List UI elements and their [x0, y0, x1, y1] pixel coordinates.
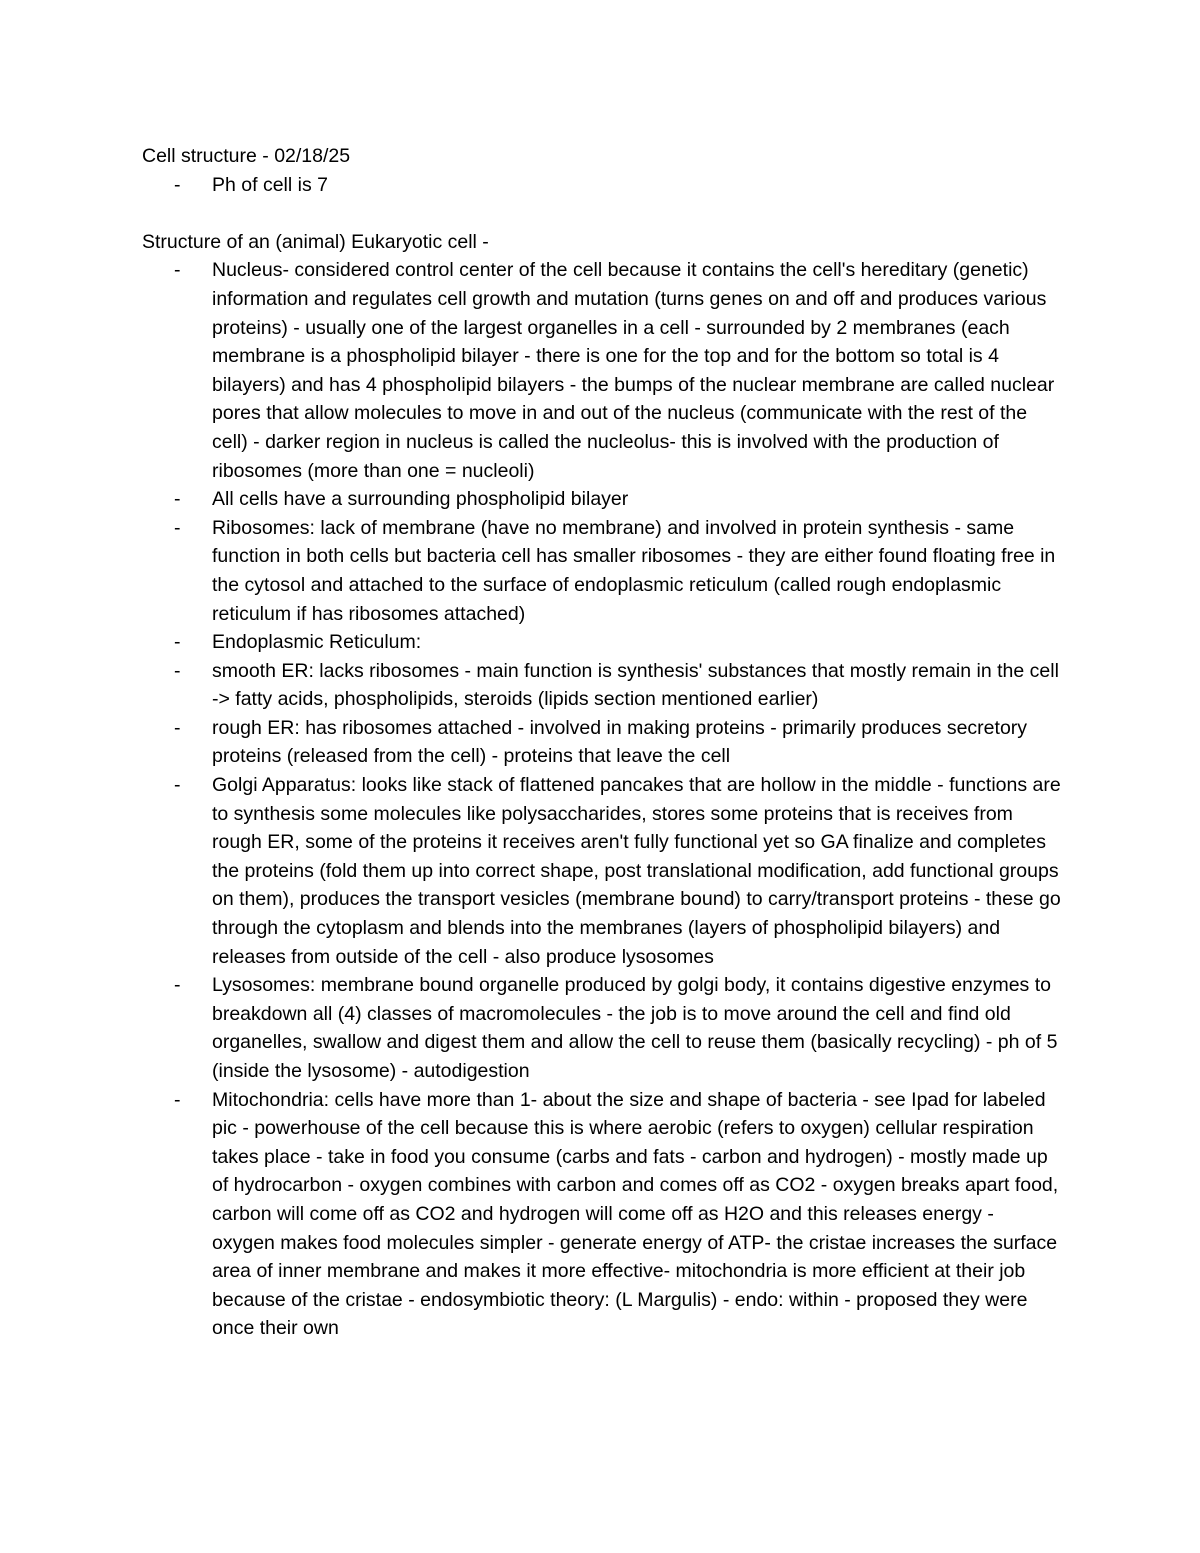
section-heading-eukaryotic-cell: Structure of an (animal) Eukaryotic cell -	[142, 230, 489, 253]
bullet-dash: -	[174, 774, 181, 797]
bullet-dash: -	[174, 631, 181, 654]
organelle-list	[142, 256, 1082, 1343]
list-item-golgi-apparatus	[142, 771, 1082, 971]
list-item-ribosomes	[142, 514, 1082, 628]
bullet-dash: -	[174, 173, 181, 196]
blank-line	[142, 199, 1082, 228]
section-heading-cell-structure: Cell structure - 02/18/25	[142, 145, 351, 167]
list-item-text: rough ER: has ribosomes attached - involved in making proteins - primarily produces secretory proteins (released from the cell) - proteins that leave the cell	[212, 716, 1028, 768]
bullet-dash: -	[174, 259, 181, 282]
list-item	[142, 171, 1082, 200]
bullet-dash: -	[174, 516, 181, 539]
list-item-nucleus	[142, 256, 1082, 485]
list-item-endoplasmic-reticulum	[142, 628, 1082, 657]
intro-list	[142, 171, 1082, 200]
bullet-dash: -	[174, 659, 181, 682]
list-item-text: Ph of cell is 7	[212, 173, 328, 196]
list-item-text: Ribosomes: lack of membrane (have no membrane) and involved in protein synthesis - same function in both cells but bacteria cell has smaller ribosomes - they are either found floating free in the cytosol and attached to the surface of endoplasmic reticulum (called rough endoplasmic reticulum if has ribosomes attached)	[212, 516, 1056, 625]
list-item-text: Lysosomes: membrane bound organelle produced by golgi body, it contains digestive enzymes to breakdown all (4) classes of macromolecules - the job is to move around the cell and find old organelles, swallow and digest them and allow the cell to reuse them (basically recycling) - ph of 5 (inside the lysosome) - autodigestion	[212, 974, 1058, 1082]
list-item-text: Endoplasmic Reticulum:	[212, 631, 422, 654]
list-item-mitochondria	[142, 1086, 1082, 1343]
list-item-text: Mitochondria: cells have more than 1- about the size and shape of bacteria - see Ipad for labeled pic - powerhouse of the cell because this is where aerobic (refers to oxygen) cellular respiration takes place - take in food you consume (carbs and fats - carbon and hydrogen) - mostly made up of hydrocarbon - oxygen combines with carbon and comes off as CO2 - oxygen breaks apart food, carbon will come off as CO2 and hydrogen will come off as H2O and this releases energy - oxygen makes food molecules simpler - generate energy of ATP- the cristae increases the surface area of inner membrane and makes it more effective- mitochondria is more efficient at their job because of the cristae - endosymbiotic theory: (L Margulis) - endo: within - proposed they were once their own	[212, 1088, 1059, 1340]
bullet-dash: -	[174, 716, 181, 739]
list-item-text: smooth ER: lacks ribosomes - main function is synthesis' substances that mostly remain in the cell -> fatty acids, phospholipids, steroids (lipids section mentioned earlier)	[212, 659, 1059, 711]
list-item-smooth-er	[142, 657, 1082, 714]
list-item-text: Nucleus- considered control center of the cell because it contains the cell's hereditary (genetic) information and regulates cell growth and mutation (turns genes on and off and produces various proteins) - usually one of the largest organelles in a cell - surrounded by 2 membranes (each membrane is a phospholipid bilayer - there is one for the top and for the bottom so total is 4 bilayers) and has 4 phospholipid bilayers - the bumps of the nuclear membrane are called nuclear pores that allow molecules to move in and out of the nucleus (communicate with the rest of the cell) - darker region in nucleus is called the nucleolus- this is involved with the production of ribosomes (more than one = nucleoli)	[212, 259, 1055, 482]
list-item-lysosomes	[142, 971, 1082, 1085]
bullet-dash: -	[174, 1088, 181, 1111]
list-item-phospholipid-bilayer	[142, 485, 1082, 514]
list-item-rough-er	[142, 714, 1082, 771]
list-item-text: Golgi Apparatus: looks like stack of flattened pancakes that are hollow in the middle - functions are to synthesis some molecules like polysaccharides, stores some proteins that is receives from rough ER, some of the proteins it receives aren't fully functional yet so GA finalize and completes the proteins (fold them up into correct shape, post translational modification, add functional groups on them), produces the transport vesicles (membrane bound) to carry/transport proteins - these go through the cytoplasm and blends into the membranes (layers of phospholipid bilayers) and releases from outside of the cell - also produce lysosomes	[212, 774, 1061, 968]
bullet-dash: -	[174, 974, 181, 997]
bullet-dash: -	[174, 488, 181, 511]
document-body	[142, 142, 1082, 1343]
list-item-text: All cells have a surrounding phospholipid bilayer	[212, 488, 629, 511]
